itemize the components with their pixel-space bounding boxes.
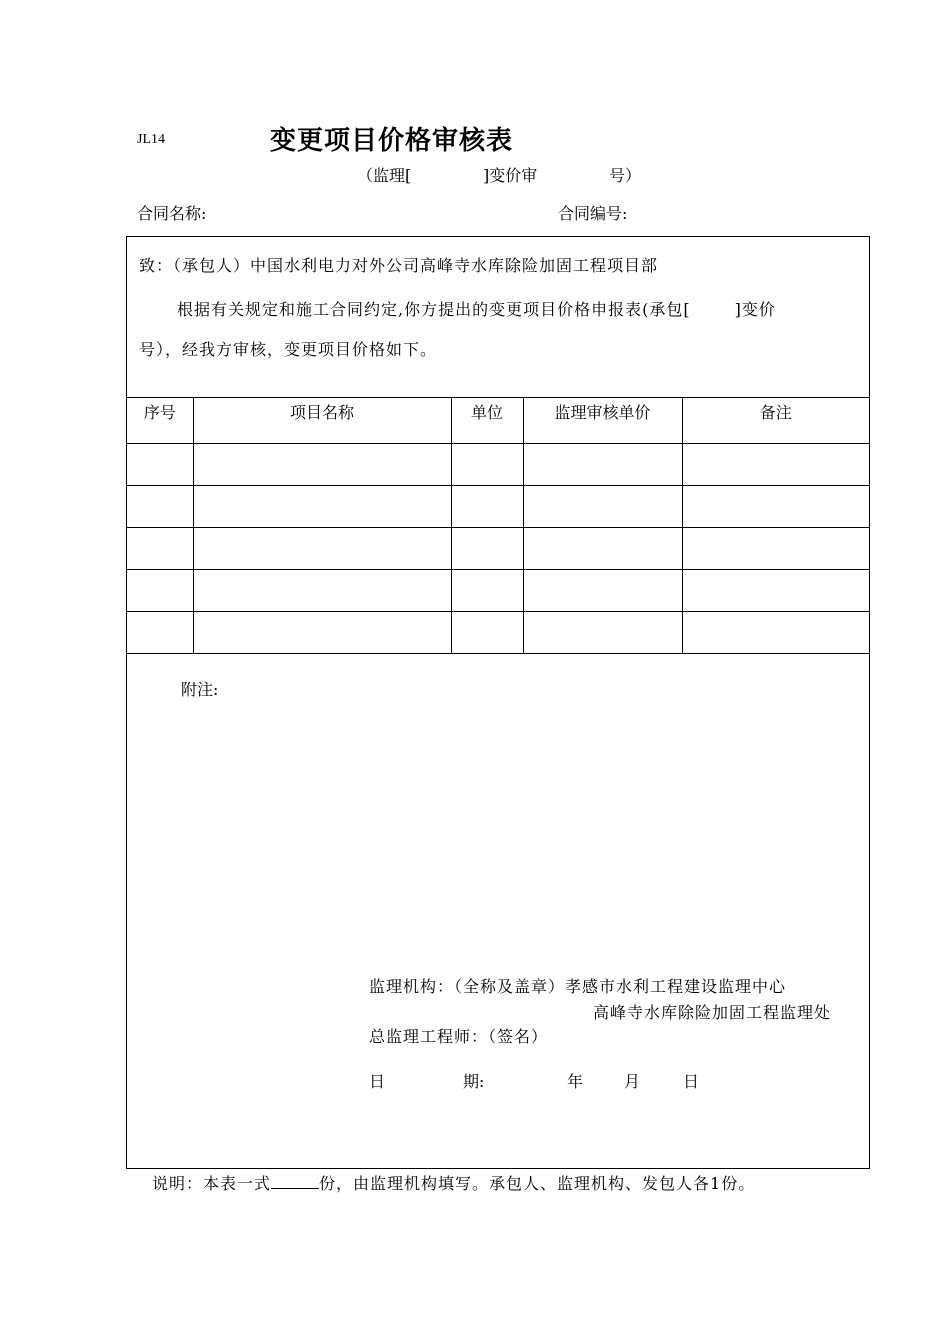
table-cell[interactable] <box>193 612 451 654</box>
table-cell[interactable] <box>523 612 682 654</box>
copies-blank[interactable] <box>271 1172 319 1189</box>
footer-text-b: 份，由监理机构填写。承包人、监理机构、发包人各1份。 <box>319 1174 756 1193</box>
supervisor-org-line-2: 高峰寺水库除险加固工程监理处 <box>593 1003 832 1022</box>
page-title: 变更项目价格审核表 <box>270 126 514 156</box>
form-frame <box>126 236 870 1169</box>
contract-no-label: 合同编号: <box>558 204 628 223</box>
date-day: 日 <box>683 1072 700 1091</box>
table-cell[interactable] <box>127 570 193 612</box>
col-header-unit: 单位 <box>451 398 523 444</box>
paragraph-line-1 <box>177 297 776 320</box>
table-cell[interactable] <box>682 570 869 612</box>
table-cell[interactable] <box>127 528 193 570</box>
table-cell[interactable] <box>523 444 682 486</box>
form-code: JL14 <box>137 132 165 147</box>
notes-label: 附注: <box>181 680 219 699</box>
table-cell[interactable] <box>451 444 523 486</box>
table-cell[interactable] <box>127 612 193 654</box>
table-header-row <box>127 398 869 444</box>
contract-name-label: 合同名称: <box>137 204 207 223</box>
date-label-day-char: 日 <box>369 1072 386 1091</box>
table-cell[interactable] <box>523 486 682 528</box>
table-row <box>127 486 869 528</box>
table-cell[interactable] <box>127 486 193 528</box>
paragraph-line-2: 号），经我方审核，变更项目价格如下。 <box>139 340 438 359</box>
date-year: 年 <box>567 1072 584 1091</box>
table-cell[interactable] <box>523 570 682 612</box>
chief-engineer-line: 总监理工程师：（签名） <box>369 1027 549 1046</box>
subtitle-part-3: 号） <box>609 166 642 185</box>
table-cell[interactable] <box>523 528 682 570</box>
price-table <box>127 397 869 654</box>
date-label-period: 期: <box>463 1072 485 1091</box>
table-cell[interactable] <box>193 528 451 570</box>
table-cell[interactable] <box>451 486 523 528</box>
col-header-item-name: 项目名称 <box>193 398 451 444</box>
subtitle-part-2: ]变价审 <box>483 166 538 185</box>
subtitle-part-1: （监理[ <box>357 166 412 185</box>
table-cell[interactable] <box>451 528 523 570</box>
table-row <box>127 612 869 654</box>
table-cell[interactable] <box>193 570 451 612</box>
supervisor-org-line: 监理机构：（全称及盖章）孝感市水利工程建设监理中心 <box>369 977 787 996</box>
table-cell[interactable] <box>451 612 523 654</box>
col-header-approved-price: 监理审核单价 <box>523 398 682 444</box>
table-cell[interactable] <box>682 444 869 486</box>
table-row <box>127 570 869 612</box>
footer-note <box>152 1171 755 1194</box>
addressee-line: 致：（承包人）中国水利电力对外公司高峰寺水库除险加固工程项目部 <box>139 256 659 275</box>
table-row <box>127 528 869 570</box>
date-month: 月 <box>624 1072 641 1091</box>
table-cell[interactable] <box>682 486 869 528</box>
table-cell[interactable] <box>193 444 451 486</box>
col-header-no: 序号 <box>127 398 193 444</box>
table-cell[interactable] <box>127 444 193 486</box>
col-header-remarks: 备注 <box>682 398 869 444</box>
table-row <box>127 444 869 486</box>
table-cell[interactable] <box>193 486 451 528</box>
table-cell[interactable] <box>682 528 869 570</box>
paragraph-line-1-text: 根据有关规定和施工合同约定,你方提出的变更项目价格申报表(承包[ <box>177 300 691 319</box>
table-cell[interactable] <box>682 612 869 654</box>
table-cell[interactable] <box>451 570 523 612</box>
paragraph-line-1-tail: ]变价 <box>734 300 776 319</box>
footer-text-a: 说明：本表一式 <box>152 1174 272 1193</box>
